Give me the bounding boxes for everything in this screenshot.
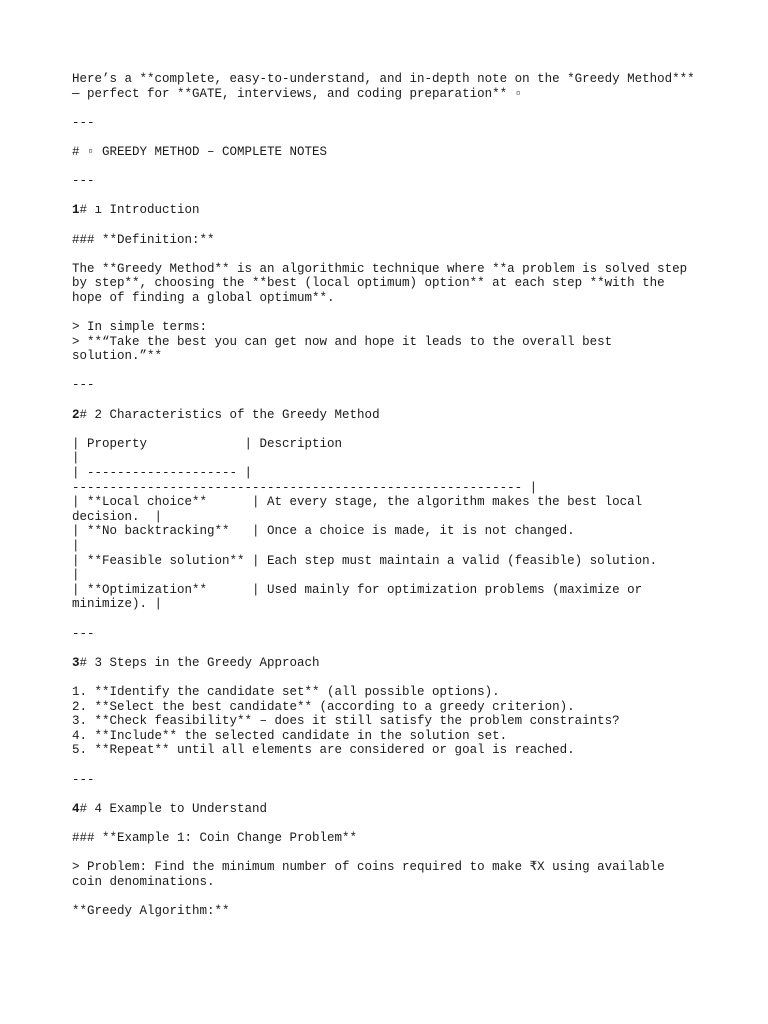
section-number: 4 [72, 801, 80, 816]
section-3-heading [72, 656, 732, 671]
divider: --- [72, 378, 95, 393]
divider: --- [72, 772, 95, 787]
problem-statement: > Problem: Find the minimum number of coins required to make ₹X using available coin denominations. [72, 860, 665, 889]
section-heading-text: # 3 Steps in the Greedy Approach [79, 655, 320, 670]
section-2-heading [72, 408, 732, 423]
document-title: # ▫ GREEDY METHOD – COMPLETE NOTES [72, 144, 328, 159]
divider: --- [72, 626, 95, 641]
section-number: 1 [72, 203, 80, 218]
divider: --- [72, 115, 95, 130]
greedy-algorithm-label: **Greedy Algorithm:** [72, 903, 230, 918]
section-number: 2 [72, 407, 80, 422]
document-page [72, 72, 732, 918]
definition-text: The **Greedy Method** is an algorithmic technique where **a problem is solved step by step**, choosing the **best (local optimum) option** at each step **with the hope of finding a global optimum**. [72, 261, 688, 305]
section-heading-text: # ı Introduction [79, 203, 200, 218]
example-heading: ### **Example 1: Coin Change Problem** [72, 830, 358, 845]
section-1-heading [72, 203, 732, 218]
definition-heading: ### **Definition:** [72, 232, 215, 247]
simple-terms-quote: > In simple terms: > **“Take the best you can get now and hope it leads to the overall best solution.”** [72, 320, 613, 364]
intro-paragraph: Here’s a **complete, easy-to-understand, and in-depth note on the *Greedy Method*** — perfect for **GATE, interviews, and coding preparation** ▫ [72, 72, 695, 101]
divider: --- [72, 174, 95, 189]
section-heading-text: # 4 Example to Understand [79, 801, 268, 816]
section-number: 3 [72, 655, 80, 670]
characteristics-table: | Property | Description | | -------------------- | ------------------------------------------------------------ | | **Local choice** | At every stage, the algorithm makes the best local decision. | | **No backtracking** | Once a choice is made, it is not changed. | | **Feasible solution** | Each step must maintain a valid (feasible) solution. | | **Optimization** | Used mainly for optimization problems (maximize or minimize). | [72, 436, 658, 612]
section-heading-text: # 2 Characteristics of the Greedy Method [79, 407, 380, 422]
steps-list: 1. **Identify the candidate set** (all possible options). 2. **Select the best candidate** (according to a greedy criterion). 3. **Check feasibility** – does it still satisfy the problem constraints? 4. **Include** the selected candidate in the solution set. 5. **Repeat** until all elements are considered or goal is reached. [72, 684, 620, 758]
section-4-heading [72, 802, 732, 817]
